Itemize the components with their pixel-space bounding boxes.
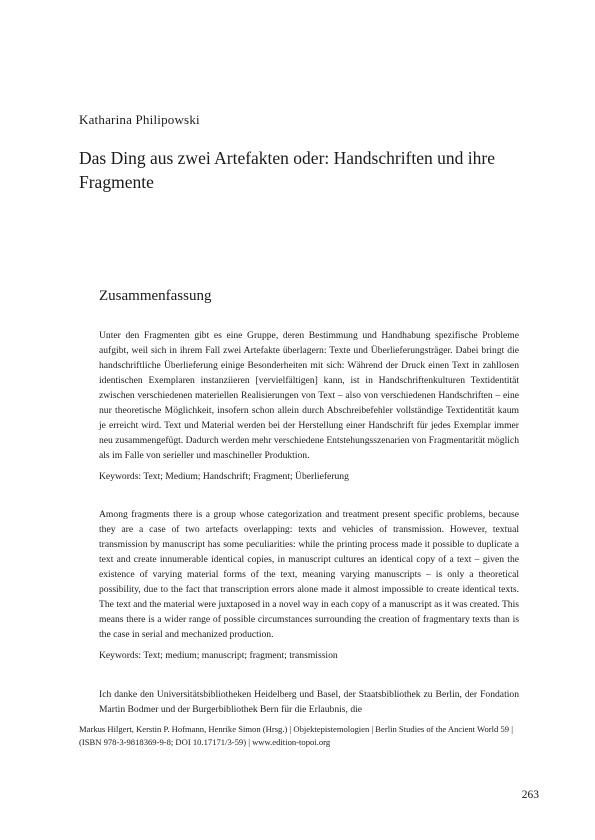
acknowledgement-text: Ich danke den Universitätsbibliotheken Heidelberg und Basel, der Staatsbibliothek zu Berlin, der Fondation Martin Bodmer und der Burgerbibliothek Bern für die Erlaubnis, die xyxy=(99,689,519,715)
german-keywords: Keywords: Text; Medium; Handschrift; Fragment; Überlieferung xyxy=(99,471,349,482)
chapter-title: Das Ding aus zwei Artefakten oder: Handschriften und ihre Fragmente xyxy=(79,148,495,192)
abstract-heading: Zusammenfassung xyxy=(99,288,212,304)
author-name: Katharina Philipowski xyxy=(79,112,200,127)
german-abstract: Unter den Fragmenten gibt es eine Gruppe, deren Bestimmung und Handhabung spezifische Probleme aufgibt, weil sich in ihrem Fall zwei Artefakte überlagern: Texte und Überlieferungsträger. Dabei bringt die handschriftliche Überlieferung einige Besonderheiten mit sich: Während der Druck einen Text in zahllosen identischen Exemplaren instanziieren [vervielfältigen] kann, ist in Handschriftenkulturen Textidentität zwischen verschiedenen materiellen Realisierungen von Text – also von verschiedenen Handschriften – eine nur theoretische Möglichkeit, insofern schon allein durch Abschreibefehler vollständige Textidentität kaum je erreicht wird. Text und Material werden bei der Herstellung einer Handschrift für jedes Exemplar immer neu zusammengefügt. Dadurch werden mehr verschiedene Entstehungsszenarien von Fragmentarität möglich als im Falle von serieller und maschineller Produktion. xyxy=(99,330,519,461)
english-abstract: Among fragments there is a group whose categorization and treatment present specific problems, because they are a case of two artefacts overlapping: texts and vehicles of transmission. However, textual transmission by manuscript has some peculiarities: while the printing process made it possible to duplicate a text and create innumerable identical copies, in manuscript cultures an identical copy of a text – given the existence of varying material forms of the text, meaning varying manuscripts – is only a theoretical possibility, due to the fact that transcription errors alone made it almost impossible to create identical texts. The text and the material were juxtaposed in a novel way in each copy of a manuscript as it was created. This means there is a wider range of possible circumstances surrounding the creation of fragmentary texts than is the case in serial and mechanized production. xyxy=(99,509,519,640)
abstract-section xyxy=(99,288,519,717)
english-keywords: Keywords: Text; medium; manuscript; fragment; transmission xyxy=(99,650,338,661)
page-number: 263 xyxy=(521,789,539,801)
citation-footer: Markus Hilgert, Kerstin P. Hofmann, Henrike Simon (Hrsg.) | Objektepistemologien | Berlin Studies of the Ancient World 59 | (ISBN 978-3-9818369-9-8; DOI 10.17171/3-59) | www.edition-topoi.org xyxy=(79,724,513,747)
